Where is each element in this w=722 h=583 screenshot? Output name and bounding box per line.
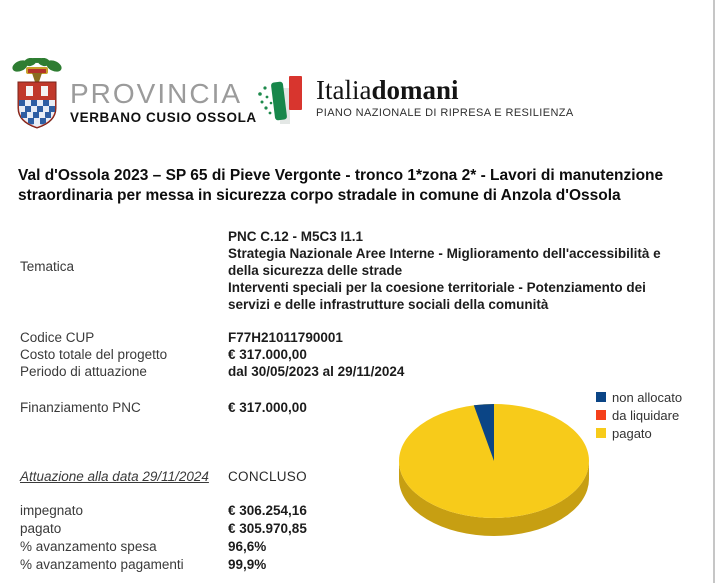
tematica-label: Tematica [20,259,75,274]
codice-cup-value: F77H21011790001 [228,330,343,345]
chart-legend [596,388,682,442]
legend-label-non-allocato: non allocato [612,389,683,405]
pagato-value: € 305.970,85 [228,521,307,536]
legend-item-pagato [596,424,682,442]
italiadomani-subtitle: PIANO NAZIONALE DI RIPRESA E RESILIENZA [316,107,574,119]
italiadomani-title: Italiadomani [316,75,459,105]
provincia-coat-of-arms-icon [10,58,64,135]
provincia-name: PROVINCIA [70,78,243,109]
avanzamento-spesa-value: 96,6% [228,539,267,554]
pie-chart [395,398,607,544]
finanziamento-label: Finanziamento PNC [20,400,141,415]
legend-swatch-pagato-icon [596,428,606,438]
attuazione-status: CONCLUSO [228,469,307,484]
legend-label-pagato: pagato [612,425,652,441]
legend-swatch-da-liquidare-icon [596,410,606,420]
legend-item-non-allocato [596,388,682,406]
avanzamento-pagamenti-value: 99,9% [228,557,267,572]
impegnato-value: € 306.254,16 [228,503,307,518]
provincia-logo [10,58,257,135]
legend-swatch-non-allocato-icon [596,392,606,402]
tematica-value: PNC C.12 - M5C3 I1.1 Strategia Nazionale Aree Interne - Miglioramento dell'accessibilità e della sicurezza delle strade Interventi speciali per la coesione territoriale - Potenziamento dei servizi e delle infrastrutture sociali della comunità [228,229,661,312]
project-title: Val d'Ossola 2023 – SP 65 di Pieve Vergonte - tronco 1*zona 2* - Lavori di manutenzione straordinaria per messa in sicurezza corpo stradale in comune di Anzola d'Ossola [18,167,664,204]
costo-totale-label: Costo totale del progetto [20,347,168,362]
impegnato-label: impegnato [20,503,84,518]
legend-label-da-liquidare: da liquidare [612,407,680,423]
page-right-border [713,0,715,583]
periodo-value: dal 30/05/2023 al 29/11/2024 [228,364,405,379]
finanziamento-value: € 317.000,00 [228,400,307,415]
italiadomani-logo [256,72,574,133]
codice-cup-label: Codice CUP [20,330,95,345]
attuazione-label: Attuazione alla data 29/11/2024 [20,469,209,484]
costo-totale-value: € 317.000,00 [228,347,307,362]
legend-item-da-liquidare [596,406,682,424]
avanzamento-spesa-label: % avanzamento spesa [20,539,157,554]
periodo-label: Periodo di attuazione [20,364,147,379]
provincia-subtitle: VERBANO CUSIO OSSOLA [70,110,257,125]
italian-flag-icon [256,72,306,133]
pagato-label: pagato [20,521,62,536]
avanzamento-pagamenti-label: % avanzamento pagamenti [20,557,184,572]
